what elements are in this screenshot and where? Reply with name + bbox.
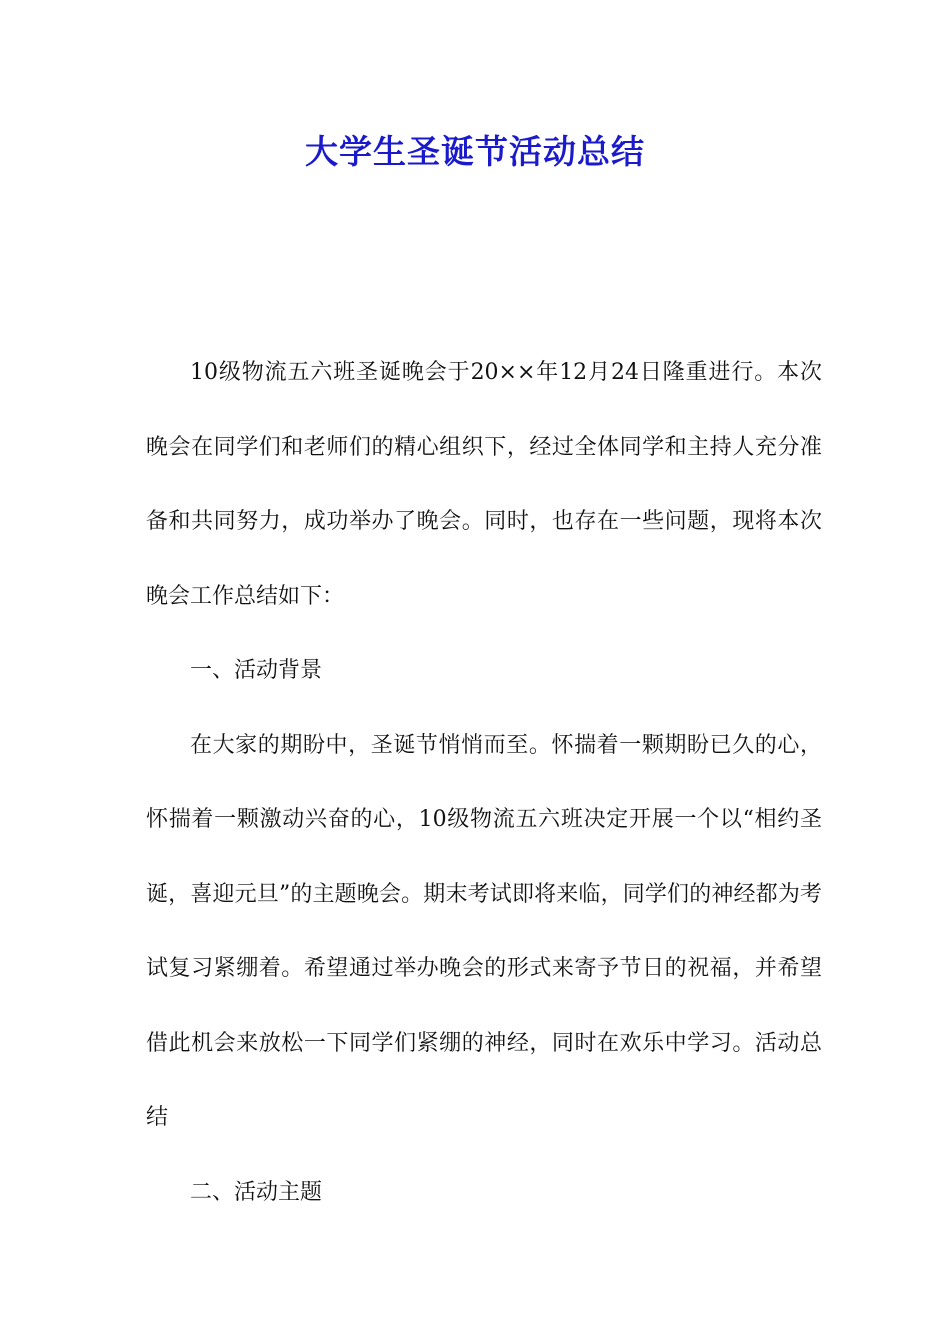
section-heading-background: 一、活动背景: [190, 658, 323, 683]
section-heading-theme: 二、活动主题: [190, 1179, 323, 1205]
document-body: [146, 336, 822, 1230]
document-title: 大学生圣诞节活动总结: [305, 132, 645, 171]
paragraph-background: 在大家的期盼中，圣诞节悄悄而至。怀揣着一颗期盼已久的心，怀揣着一颗激动兴奋的心，10级物流五六班决定开展一个以“相约圣诞，喜迎元旦”的主题晚会。期末考试即将来临，同学们的神经都为考试复习紧绷着。希望通过举办晚会的形式来寄予节日的祝福，并希望借此机会来放松一下同学们紧绷的神经，同时在欢乐中学习。活动总结: [146, 732, 822, 1130]
paragraph-intro: 10级物流五六班圣诞晚会于20××年12月24日隆重进行。本次晚会在同学们和老师们的精心组织下，经过全体同学和主持人充分准备和共同努力，成功举办了晚会。同时，也存在一些问题，现将本次晚会工作总结如下：: [146, 360, 822, 609]
